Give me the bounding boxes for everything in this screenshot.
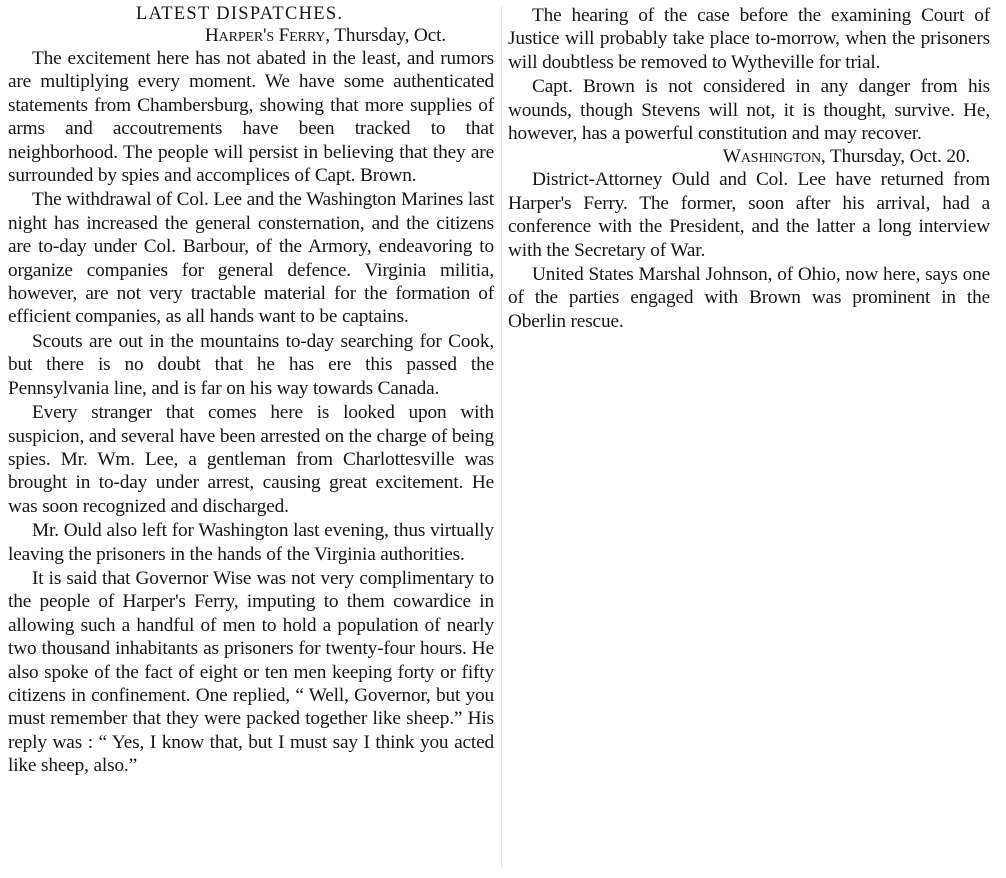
paragraph: United States Marshal Johnson, of Ohio, now here, says one of the parties engaged with Brown was prominent in the Oberlin rescue.	[508, 264, 990, 332]
column-2	[508, 4, 990, 334]
paragraph: It is said that Governor Wise was not very complimentary to the people of Harper's Ferry, imputing to them cowardice in allowing such a handful of men to hold a population of nearly two thousand inhabitants as prisoners for twenty-four hours. He also spoke of the fact of eight or ten men keeping forty or fifty citizens in confinement. One replied, “ Well, Governor, but you must remember that they were packed together like sheep.” His reply was : “ Yes, I know that, but I must say I think you acted like sheep, also.”	[8, 567, 494, 777]
paragraph: Capt. Brown is not considered in any danger from his wounds, though Stevens will not, it is thought, survive. He, however, has a powerful constitution and may recover.	[508, 76, 990, 145]
dateline-place: Washington	[722, 146, 821, 168]
dateline-date: , Thursday, Oct.	[325, 25, 446, 46]
headline: LATEST DISPATCHES.	[136, 4, 344, 24]
paragraph: Scouts are out in the mountains to-day searching for Cook, but there is no doubt that he has ere this passed the Pennsylvania line, and is far on his way towards Canada.	[8, 330, 494, 399]
column-1	[8, 4, 494, 779]
paragraph: Every stranger that comes here is looked upon with suspicion, and several have been arrested on the charge of being spies. Mr. Wm. Lee, a gentleman from Charlottesville was brought in to-day under arrest, causing great excitement. He was soon recognized and discharged.	[8, 402, 494, 517]
paragraph: Mr. Ould also left for Washington last evening, thus virtually leaving the prisoners in the hands of the Virginia authorities.	[8, 520, 494, 565]
paragraph: The withdrawal of Col. Lee and the Washington Marines last night has increased the general consternation, and the citizens are to-day under Col. Barbour, of the Armory, endeavoring to organize companies for general defence. Virginia militia, however, are not very tractable material for the formation of efficient companies, as all hands want to be captains.	[8, 189, 494, 328]
dateline-harpers-ferry	[8, 25, 494, 47]
paragraph: The excitement here has not abated in the least, and rumors are multiplying every moment. We have some authenticated statements from Chambersburg, showing that more supplies of arms and accoutrements have been tracked to that neighborhood. The people will persist in believing that they are surrounded by spies and accomplices of Capt. Brown.	[8, 48, 494, 187]
dateline-washington	[508, 146, 990, 168]
paragraph: District-Attorney Ould and Col. Lee have returned from Harper's Ferry. The former, soon after his arrival, had a conference with the President, and the latter a long interview with the Secretary of War.	[508, 169, 990, 261]
column-divider	[501, 6, 502, 868]
dateline-place: Harper's Ferry	[204, 25, 326, 46]
dateline-date: , Thursday, Oct. 20.	[820, 146, 970, 168]
paragraph: The hearing of the case before the examining Court of Justice will probably take place to-morrow, when the prisoners will doubtless be removed to Wytheville for trial.	[508, 5, 990, 73]
